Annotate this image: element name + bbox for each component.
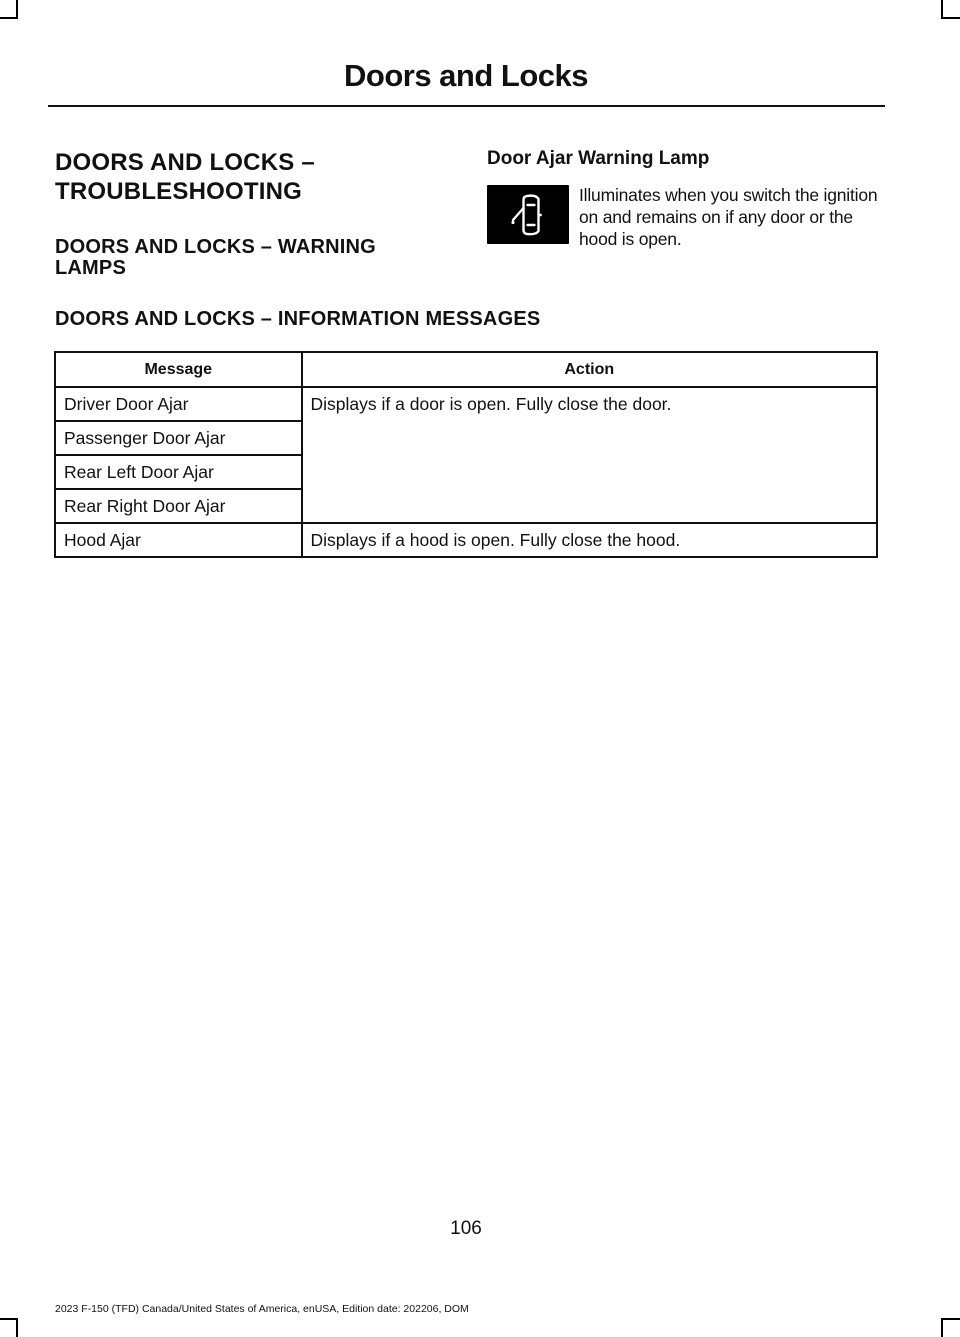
warning-lamps-heading: DOORS AND LOCKS – WARNING LAMPS	[55, 236, 376, 279]
door-ajar-warning-icon	[487, 185, 569, 244]
crop-mark	[941, 17, 960, 19]
door-ajar-lamp-description: Illuminates when you switch the ignition on and remains on if any door or the hood is open.	[579, 185, 878, 249]
table-row	[55, 387, 877, 421]
crop-mark	[941, 0, 943, 18]
action-cell: Displays if a hood is open. Fully close the hood.	[302, 523, 877, 557]
information-messages-table	[54, 351, 878, 558]
crop-mark	[0, 17, 18, 19]
message-cell: Passenger Door Ajar	[55, 421, 302, 455]
crop-mark	[0, 1318, 18, 1320]
header-divider	[48, 105, 885, 107]
crop-mark	[16, 0, 18, 18]
info-messages-heading: DOORS AND LOCKS – INFORMATION MESSAGES	[55, 308, 541, 330]
crop-mark	[16, 1319, 18, 1337]
crop-mark	[941, 1318, 960, 1320]
door-ajar-lamp-heading: Door Ajar Warning Lamp	[487, 148, 710, 169]
troubleshooting-heading-line1: DOORS AND LOCKS –	[55, 149, 315, 176]
action-cell: Displays if a door is open. Fully close the door.	[302, 387, 877, 523]
message-cell: Hood Ajar	[55, 523, 302, 557]
table-header-row	[55, 352, 877, 387]
edition-footer: 2023 F-150 (TFD) Canada/United States of America, enUSA, Edition date: 202206, DOM	[55, 1303, 469, 1315]
page-number: 106	[450, 1218, 482, 1239]
message-cell: Rear Right Door Ajar	[55, 489, 302, 523]
message-cell: Rear Left Door Ajar	[55, 455, 302, 489]
page-title: Doors and Locks	[344, 58, 588, 93]
message-cell: Driver Door Ajar	[55, 387, 302, 421]
crop-mark	[941, 1319, 943, 1337]
action-column-header: Action	[302, 352, 877, 387]
table-row	[55, 523, 877, 557]
troubleshooting-heading-line2: TROUBLESHOOTING	[55, 178, 302, 205]
message-column-header: Message	[55, 352, 302, 387]
